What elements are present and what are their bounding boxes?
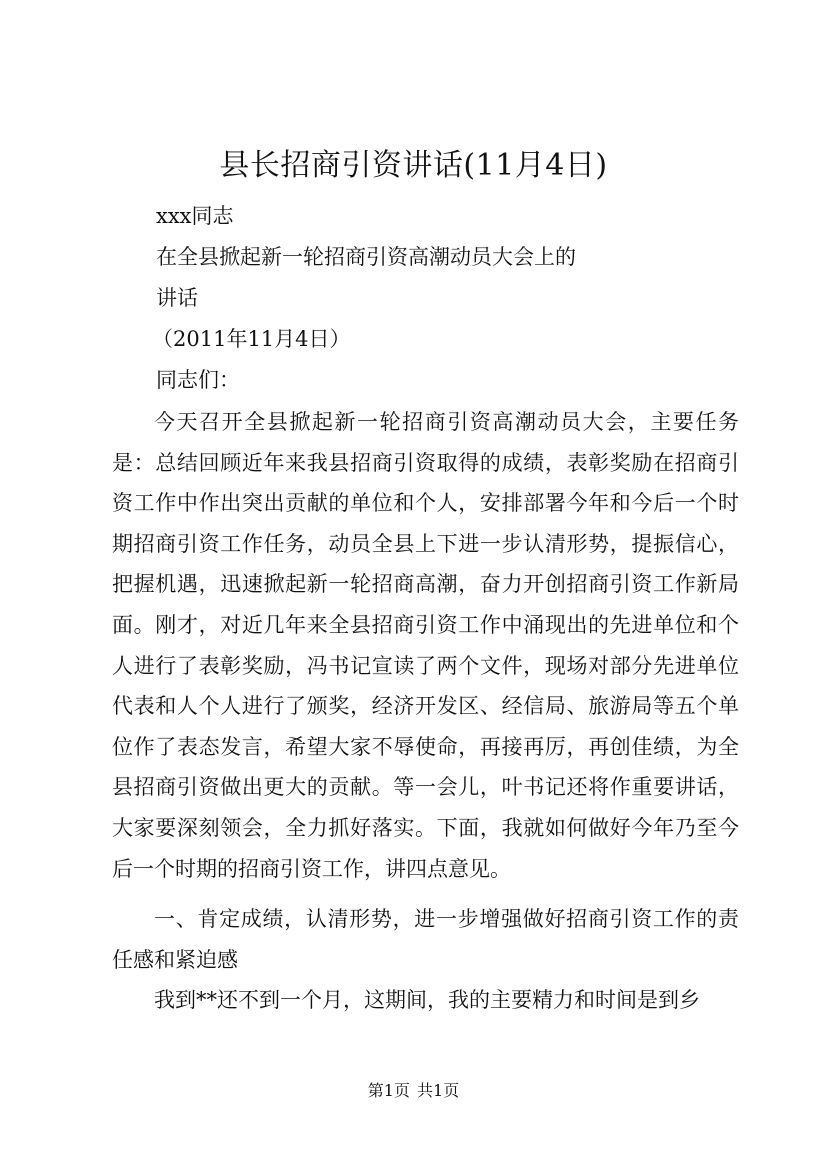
document-title: 县长招商引资讲话(11月4日) [219, 148, 608, 183]
body-paragraph-intro: 今天召开全县掀起新一轮招商引资高潮动员大会，主要任务是：总结回顾近年来我县招商引资取得的成绩，表彰奖励在招商引资工作中作出突出贡献的单位和个人，安排部署今年和今后一个时期招商引资工作任务，动员全县上下进一步认清形势，提振信心，把握机遇，迅速掀起新一轮招商高潮，奋力开创招商引资工作新局面。刚才，对近几年来全县招商引资工作中涌现出的先进单位和个人进行了表彰奖励，冯书记宣读了两个文件，现场对部分先进单位代表和人个人进行了颁奖，经济开发区、经信局、旅游局等五个单位作了表态发言，希望大家不辱使命，再接再厉，再创佳绩，为全县招商引资做出更大的贡献。等一会儿，叶书记还将作重要讲话，大家要深刻领会，全力抓好落实。下面，我就如何做好今年乃至今后一个时期的招商引资工作，讲四点意见。 [112, 410, 739, 881]
subtitle-line: 在全县掀起新一轮招商引资高潮动员大会上的 [156, 245, 576, 269]
body-paragraph-continued: 我到**还不到一个月，这期间，我的主要精力和时间是到乡 [154, 988, 700, 1012]
speaker-line: xxx同志 [156, 204, 234, 228]
page-total: 共1页 [417, 1081, 460, 1100]
date-line: （2011年11月4日） [152, 327, 351, 351]
salutation: 同志们： [156, 368, 240, 392]
subtitle-line-2: 讲话 [156, 286, 198, 310]
page-number: 第1页 [367, 1081, 410, 1100]
section-heading-one: 一、肯定成绩，认清形势，进一步增强做好招商引资工作的责任感和紧迫感 [112, 907, 739, 972]
page-footer [0, 1080, 827, 1102]
